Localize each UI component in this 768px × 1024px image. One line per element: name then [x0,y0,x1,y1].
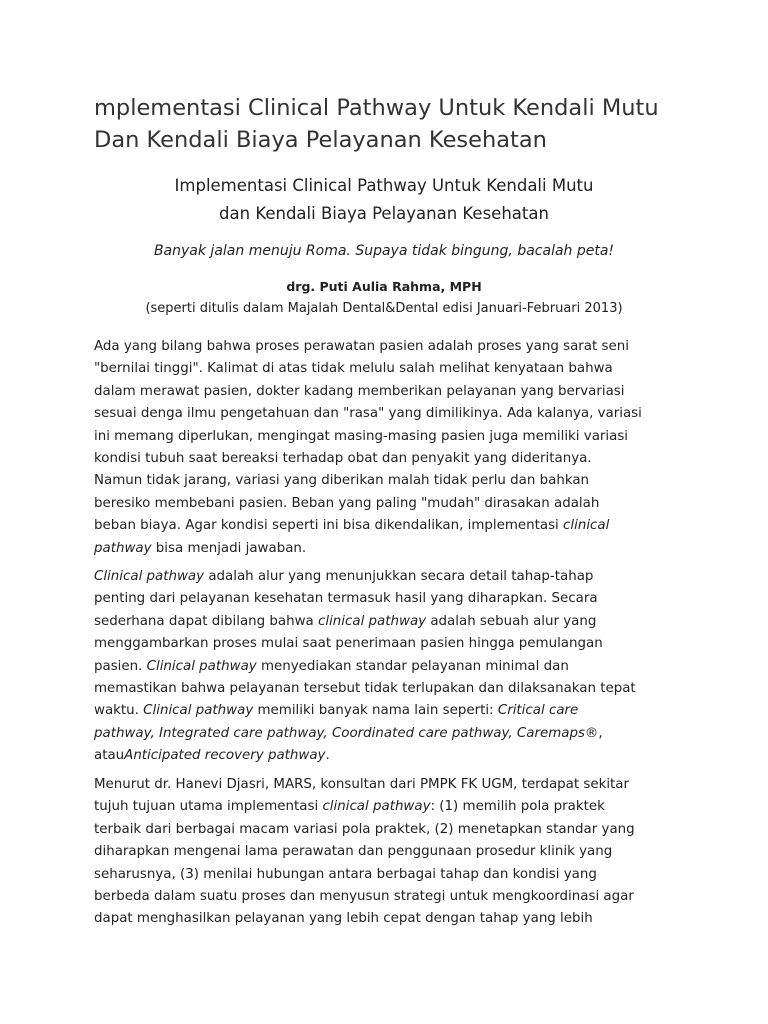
paragraph-line [94,774,694,796]
text-run: diharapkan mengenai lama perawatan dan penggunaan prosedur klinik yang [94,844,613,860]
text-run: : (1) memilih pola praktek [430,799,605,815]
text-run: memastikan bahwa pelayanan tersebut tidak terlupakan dan dilaksanakan tepat [94,681,636,697]
paragraph-line [94,336,694,358]
text-run: "bernilai tinggi". Kalimat di atas tidak melulu salah melihat kenyataan bahwa [94,361,613,377]
text-run: seharusnya, (3) menilai hubungan antara berbagai tahap dan kondisi yang [94,866,597,882]
paragraph-line [94,611,694,633]
body-paragraph [94,566,694,768]
text-run: pasien. [94,658,147,674]
paragraph-line [94,358,694,380]
text-run: ini memang diperlukan, mengingat masing-masing pasien juga memiliki variasi [94,428,629,444]
paragraph-line [94,656,694,678]
document-title-line: Dan Kendali Biaya Pelayanan Kesehatan [94,127,547,153]
text-run: Menurut dr. Hanevi Djasri, MARS, konsultan dari PMPK FK UGM, terdapat sekitar [94,777,630,792]
paragraph-line [94,381,694,403]
text-run: sesuai denga ilmu pengetahuan dan "rasa" yang dimilikinya. Ada kalanya, variasi [94,406,642,422]
text-run: terbaik dari berbagai macam variasi pola praktek, (2) menetapkan standar yang [94,821,635,837]
text-run: memiliki banyak nama lain seperti: [253,703,498,719]
paragraph-line [94,700,694,722]
paragraph-line [94,538,694,560]
italic-text: Anticipated recovery pathway [124,748,326,764]
article-subtitle-line: Implementasi Clinical Pathway Untuk Kendali Mutu [174,176,594,195]
article-subtitle [94,172,674,228]
document-title [94,92,744,156]
text-run: adalah sebuah alur yang [426,613,597,629]
text-run: beban biaya. Agar kondisi seperti ini bisa dikendalikan, implementasi [94,518,564,534]
body-paragraph [94,336,694,560]
text-run: . [325,748,330,764]
italic-text: Clinical pathway [146,658,257,674]
text-run: , [598,725,603,741]
paragraph-line [94,470,694,492]
text-run: sederhana dapat dibilang bahwa [94,613,318,629]
text-run: atau [94,748,125,764]
source-note: (seperti ditulis dalam Majalah Dental&Dental edisi Januari-Februari 2013) [145,301,623,316]
text-run: waktu. [94,703,144,719]
paragraph-line [94,796,694,818]
body-paragraph [94,774,694,931]
author-name: drg. Puti Aulia Rahma, MPH [286,279,482,294]
tagline: Banyak jalan menuju Roma. Supaya tidak bingung, bacalah peta! [153,243,615,259]
paragraph-line [94,908,694,930]
paragraph-line [94,745,694,767]
document-title-line: mplementasi Clinical Pathway Untuk Kendali Mutu [94,95,659,121]
text-run: menyediakan standar pelayanan minimal dan [256,658,569,674]
paragraph-line [94,678,694,700]
paragraph-line [94,633,694,655]
paragraph-line [94,493,694,515]
italic-text: clinical pathway [318,613,427,629]
article-subtitle-line: dan Kendali Biaya Pelayanan Kesehatan [219,204,549,223]
text-run: kondisi tubuh saat bereaksi terhadap obat dan penyakit yang dideritanya. [94,451,592,467]
paragraph-line [94,515,694,537]
paragraph-line [94,886,694,908]
paragraph-line [94,448,694,470]
text-run: Namun tidak jarang, variasi yang diberikan malah tidak perlu dan bahkan [94,473,590,489]
paragraph-line [94,588,694,610]
paragraph-line [94,723,694,745]
text-run: adalah alur yang menunjukkan secara detail tahap-tahap [204,569,594,584]
italic-text: Clinical pathway [94,569,205,584]
text-run: penting dari pelayanan kesehatan termasuk hasil yang diharapkan. Secara [94,591,598,607]
text-run: bisa menjadi jawaban. [151,540,307,556]
text-run: Ada yang bilang bahwa proses perawatan pasien adalah proses yang sarat seni [94,339,629,354]
text-run: menggambarkan proses mulai saat penerimaan pasien hingga pemulangan [94,636,603,652]
text-run: berbeda dalam suatu proses dan menyusun strategi untuk mengkoordinasi agar [94,889,634,905]
text-run: dalam merawat pasien, dokter kadang memberikan pelayanan yang bervariasi [94,383,625,399]
text-run: tujuh tujuan utama implementasi [94,799,323,815]
paragraph-line [94,819,694,841]
italic-text: clinical pathway [322,799,431,815]
italic-text: pathway, Integrated care pathway, Coordinated care pathway, Caremaps® [94,725,599,741]
paragraph-line [94,566,694,588]
text-run: dapat menghasilkan pelayanan yang lebih cepat dengan tahap yang lebih [94,911,593,927]
paragraph-line [94,403,694,425]
italic-text: clinical [563,518,610,534]
paragraph-line [94,841,694,863]
paragraph-line [94,864,694,886]
text-run: beresiko membebani pasien. Beban yang paling "mudah" dirasakan adalah [94,495,600,511]
italic-text: pathway [94,540,152,556]
italic-text: Critical care [497,703,579,719]
paragraph-line [94,426,694,448]
italic-text: Clinical pathway [143,703,254,719]
